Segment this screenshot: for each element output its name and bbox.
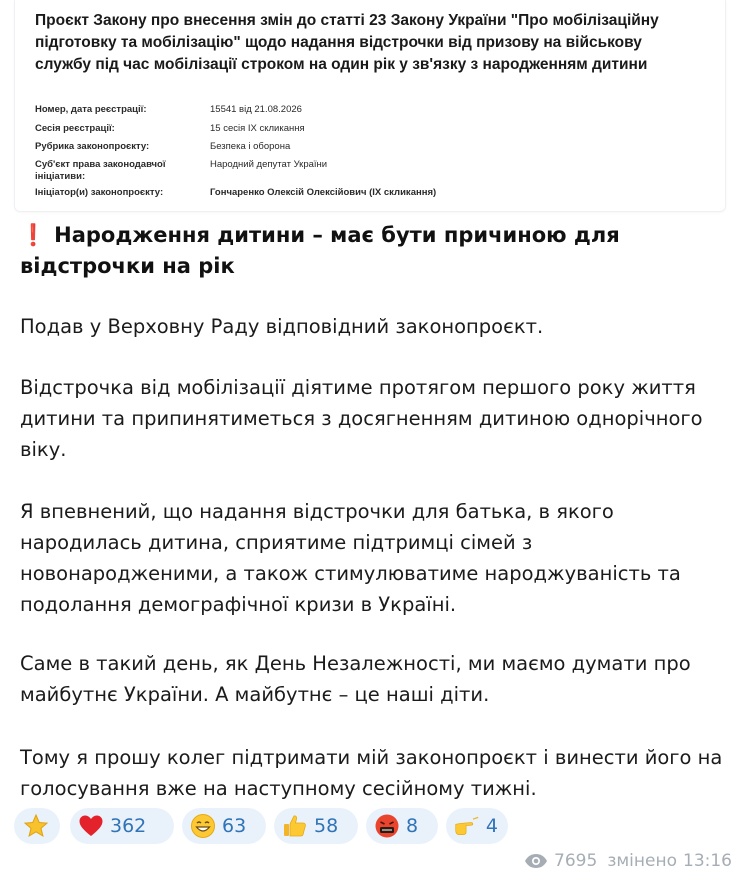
document-row-value: Безпека і оборона (210, 141, 291, 152)
pointing-hand-icon (454, 814, 480, 838)
document-row-key: Рубрика законопроєкту: (35, 141, 150, 152)
law-document-image[interactable] (14, 0, 726, 212)
reaction-count: 8 (406, 815, 419, 837)
reaction-pointing-hand[interactable] (446, 808, 508, 844)
document-row-value: Народний депутат України (210, 159, 328, 170)
heart-icon (78, 814, 104, 838)
post-paragraph: Відстрочка від мобілізації діятиме протягом першого року життя дитини та припинятиметься з досягненням дитиною однорічного віку. (20, 376, 703, 461)
post-paragraph: Я впевнений, що надання відстрочки для батька, в якого народилась дитина, сприятиме підтримці сімей з новонародженими, а також стимулюватиме народжуваність та подолання демографічної кризи в Україні. (20, 500, 681, 616)
document-row-value: 15541 від 21.08.2026 (210, 104, 302, 115)
exclamation-icon: ❗ (20, 223, 47, 247)
cursing-face-icon (374, 813, 400, 839)
document-row-key: Сесія реєстрації: (35, 123, 115, 134)
document-row-value: 15 сесія IX скликання (210, 123, 305, 134)
view-count: 7695 (554, 851, 598, 871)
document-row-key: Ініціатор(и) законопроєкту: (35, 187, 164, 198)
edited-label: змінено (607, 851, 677, 871)
reaction-count: 362 (110, 815, 147, 837)
document-row-value: Гончаренко Олексій Олексійович (IX скликання) (210, 187, 437, 198)
reaction-count: 63 (222, 815, 247, 837)
post-paragraph: Тому я прошу колег підтримати мій законопроєкт і винести його на голосування вже на наступному сесійному тижні. (20, 746, 723, 800)
reaction-count: 4 (485, 815, 498, 837)
document-row-key: Суб'єкт права законодавчої ініціативи: (35, 159, 166, 182)
post-meta (524, 848, 732, 874)
post-time: 13:16 (683, 851, 732, 871)
document-row-key: Номер, дата реєстрації: (35, 104, 147, 115)
eye-icon (524, 853, 548, 869)
reaction-grin[interactable] (182, 808, 266, 844)
thumbs-up-icon (282, 813, 308, 839)
reaction-heart[interactable] (70, 808, 174, 844)
post-heading (20, 220, 725, 282)
post-paragraph: Саме в такий день, як День Незалежності, ми маємо думати про майбутнє України. А майбутнє – це наші діти. (20, 652, 691, 706)
post-heading-block (20, 220, 725, 282)
reaction-thumbs-up[interactable] (274, 808, 358, 844)
reaction-count: 58 (314, 815, 339, 837)
reaction-cursing-face[interactable] (366, 808, 438, 844)
star-icon (23, 813, 49, 839)
document-title: Проєкт Закону про внесення змін до статті 23 Закону України "Про мобілізаційну підготовку та мобілізацію" щодо надання відстрочки від призову на військову службу під час мобілізації строком на один рік у зв'язку з народженням дитини (35, 12, 659, 73)
post-heading-text: Народження дитини – має бути причиною для відстрочки на рік (20, 223, 620, 278)
post-paragraph: Подав у Верховну Раду відповідний законопроєкт. (20, 315, 544, 338)
reaction-star[interactable] (14, 808, 60, 844)
grin-icon (190, 813, 216, 839)
